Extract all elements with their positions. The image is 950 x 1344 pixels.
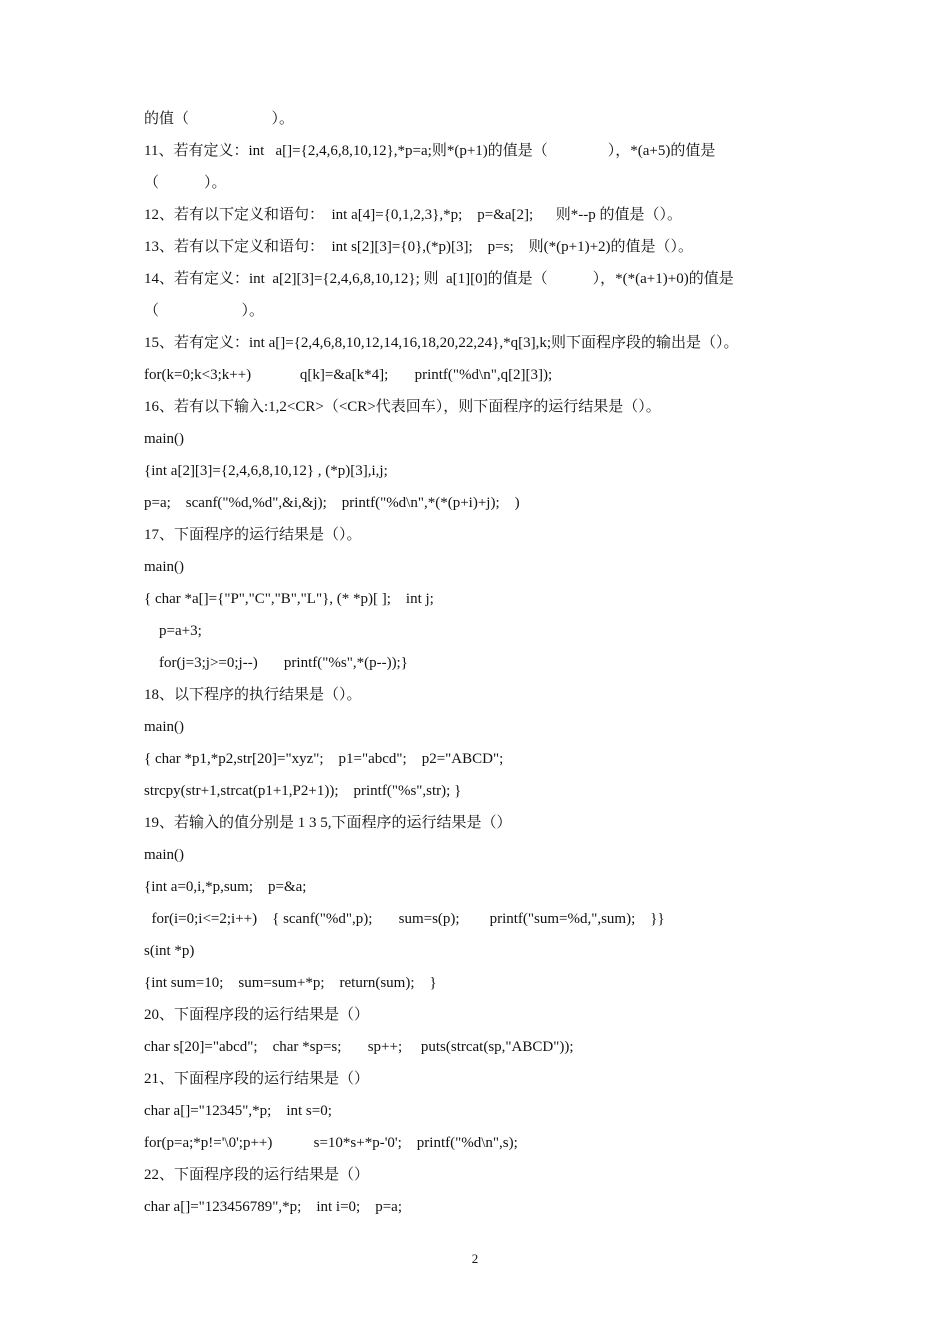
question-19: 19、若输入的值分别是 1 3 5,下面程序的运行结果是（） xyxy=(144,815,512,831)
code-line: {int sum=10; sum=sum+*p; return(sum); } xyxy=(144,975,437,991)
question-16: 16、若有以下输入:1,2<CR>（<CR>代表回车），则下面程序的运行结果是（）。 xyxy=(144,399,661,415)
code-line: {int a=0,i,*p,sum; p=&a; xyxy=(144,879,307,895)
code-line: p=a; scanf("%d,%d",&i,&j); printf("%d\n",*(*(p+i)+j); ) xyxy=(144,495,520,511)
question-22: 22、下面程序段的运行结果是（） xyxy=(144,1167,370,1183)
code-line: s(int *p) xyxy=(144,943,195,959)
code-line: {int a[2][3]={2,4,6,8,10,12} , (*p)[3],i,j; xyxy=(144,463,388,479)
text-line: （ ）。 xyxy=(144,303,265,319)
question-15: 15、若有定义：int a[]={2,4,6,8,10,12,14,16,18,20,22,24},*q[3],k;则下面程序段的输出是（）。 xyxy=(144,335,739,351)
code-line: strcpy(str+1,strcat(p1+1,P2+1)); printf("%s",str); } xyxy=(144,783,462,799)
text-line: （ ）。 xyxy=(144,175,227,191)
question-12: 12、若有以下定义和语句： int a[4]={0,1,2,3},*p; p=&a[2]; 则*--p 的值是（）。 xyxy=(144,207,682,223)
code-line: main() xyxy=(144,431,184,447)
question-20: 20、下面程序段的运行结果是（） xyxy=(144,1007,370,1023)
question-17: 17、下面程序的运行结果是（）。 xyxy=(144,527,362,543)
question-11: 11、若有定义：int a[]={2,4,6,8,10,12},*p=a;则*(p+1)的值是（ ），*(a+5)的值是 xyxy=(144,143,716,159)
question-18: 18、以下程序的执行结果是（）。 xyxy=(144,687,362,703)
code-line: char a[]="123456789",*p; int i=0; p=a; xyxy=(144,1199,402,1215)
page-number: 2 xyxy=(471,1251,479,1266)
code-line: for(p=a;*p!='\0';p++) s=10*s+*p-'0'; printf("%d\n",s); xyxy=(144,1135,518,1151)
code-line: p=a+3; xyxy=(144,623,202,639)
code-line: { char *p1,*p2,str[20]="xyz"; p1="abcd"; p2="ABCD"; xyxy=(144,751,504,767)
code-line: main() xyxy=(144,847,184,863)
question-21: 21、下面程序段的运行结果是（） xyxy=(144,1071,370,1087)
code-line: main() xyxy=(144,559,184,575)
code-line: char a[]="12345",*p; int s=0; xyxy=(144,1103,332,1119)
code-line: char s[20]="abcd"; char *sp=s; sp++; puts(strcat(sp,"ABCD")); xyxy=(144,1039,574,1055)
code-line: for(j=3;j>=0;j--) printf("%s",*(p--));} xyxy=(144,655,408,671)
question-13: 13、若有以下定义和语句： int s[2][3]={0},(*p)[3]; p=s; 则(*(p+1)+2)的值是（）。 xyxy=(144,239,694,255)
code-line: for(k=0;k<3;k++) q[k]=&a[k*4]; printf("%d\n",q[2][3]); xyxy=(144,367,553,383)
text-line: 的值（ ）。 xyxy=(144,111,295,127)
code-line: { char *a[]={"P","C","B","L"}, (* *p)[ ]; int j; xyxy=(144,591,434,607)
question-14: 14、若有定义：int a[2][3]={2,4,6,8,10,12}; 则 a[1][0]的值是（ ），*(*(a+1)+0)的值是 xyxy=(144,271,734,287)
code-line: main() xyxy=(144,719,184,735)
code-line: for(i=0;i<=2;i++) { scanf("%d",p); sum=s(p); printf("sum=%d,",sum); }} xyxy=(144,911,665,927)
